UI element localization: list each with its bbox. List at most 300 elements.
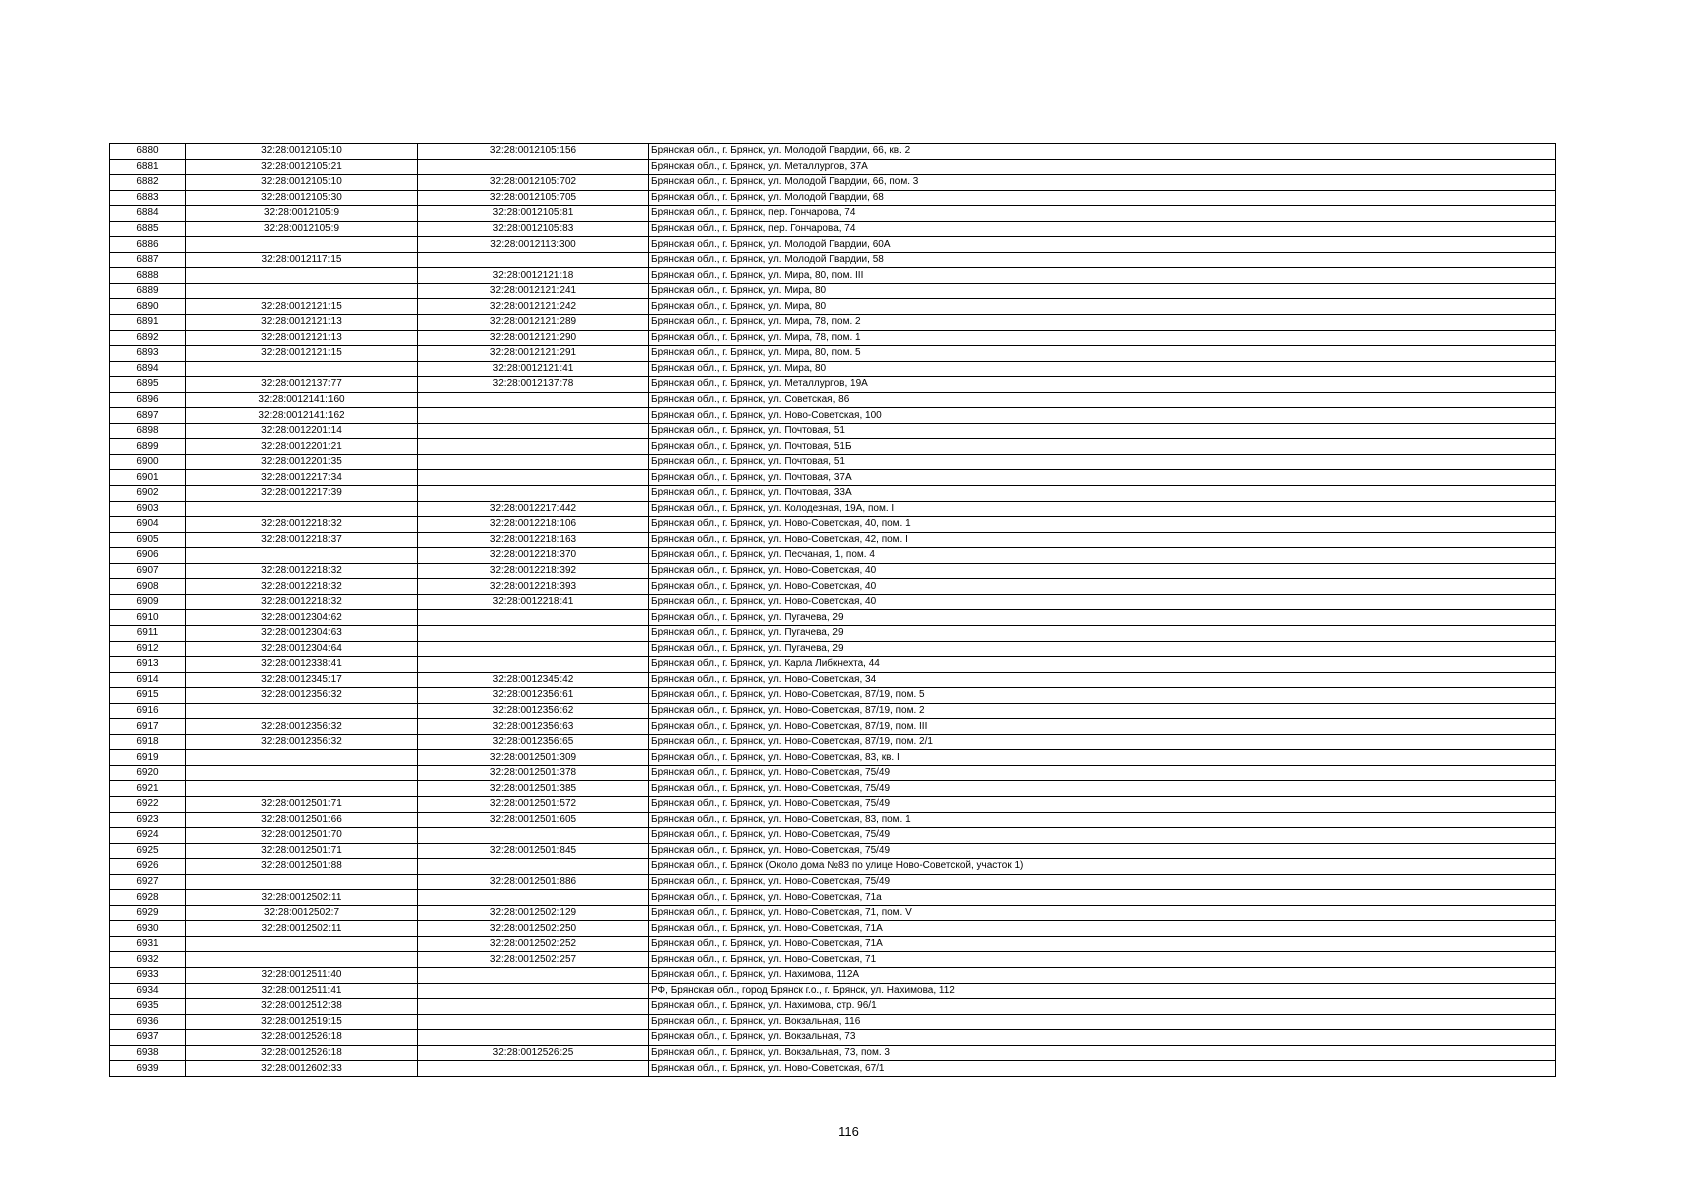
land-cadastral-number-cell: 32:28:0012338:41 bbox=[186, 657, 418, 673]
table-row bbox=[110, 983, 1556, 999]
address-cell: Брянская обл., г. Брянск, ул. Ново-Советская, 40 bbox=[649, 563, 1556, 579]
table-row bbox=[110, 921, 1556, 937]
row-number-cell: 6905 bbox=[110, 532, 186, 548]
building-cadastral-number-cell: 32:28:0012121:41 bbox=[418, 361, 649, 377]
building-cadastral-number-cell: 32:28:0012105:83 bbox=[418, 221, 649, 237]
row-number-cell: 6894 bbox=[110, 361, 186, 377]
address-cell: Брянская обл., г. Брянск, ул. Почтовая, 37А bbox=[649, 470, 1556, 486]
table-row bbox=[110, 781, 1556, 797]
table-row bbox=[110, 936, 1556, 952]
row-number-cell: 6934 bbox=[110, 983, 186, 999]
row-number-cell: 6898 bbox=[110, 423, 186, 439]
land-cadastral-number-cell: 32:28:0012519:15 bbox=[186, 1014, 418, 1030]
address-cell: Брянская обл., г. Брянск, ул. Ново-Советская, 71А bbox=[649, 921, 1556, 937]
table-row bbox=[110, 190, 1556, 206]
building-cadastral-number-cell bbox=[418, 625, 649, 641]
building-cadastral-number-cell: 32:28:0012121:291 bbox=[418, 346, 649, 362]
row-number-cell: 6919 bbox=[110, 750, 186, 766]
row-number-cell: 6892 bbox=[110, 330, 186, 346]
building-cadastral-number-cell: 32:28:0012356:65 bbox=[418, 734, 649, 750]
address-cell: Брянская обл., г. Брянск (Около дома №83 по улице Ново-Советской, участок 1) bbox=[649, 859, 1556, 875]
address-cell: Брянская обл., г. Брянск, ул. Ново-Советская, 40 bbox=[649, 579, 1556, 595]
building-cadastral-number-cell: 32:28:0012121:18 bbox=[418, 268, 649, 284]
building-cadastral-number-cell: 32:28:0012121:242 bbox=[418, 299, 649, 315]
land-cadastral-number-cell: 32:28:0012602:33 bbox=[186, 1061, 418, 1077]
address-cell: Брянская обл., г. Брянск, ул. Мира, 80 bbox=[649, 283, 1556, 299]
land-cadastral-number-cell bbox=[186, 501, 418, 517]
land-cadastral-number-cell: 32:28:0012105:9 bbox=[186, 206, 418, 222]
building-cadastral-number-cell: 32:28:0012501:605 bbox=[418, 812, 649, 828]
address-cell: Брянская обл., г. Брянск, ул. Вокзальная, 73, пом. 3 bbox=[649, 1045, 1556, 1061]
building-cadastral-number-cell: 32:28:0012121:289 bbox=[418, 315, 649, 331]
address-cell: Брянская обл., г. Брянск, ул. Почтовая, 51 bbox=[649, 423, 1556, 439]
address-cell: Брянская обл., г. Брянск, ул. Ново-Советская, 42, пом. I bbox=[649, 532, 1556, 548]
address-cell: Брянская обл., г. Брянск, ул. Мира, 80, пом. 5 bbox=[649, 346, 1556, 362]
table-row bbox=[110, 501, 1556, 517]
address-cell: Брянская обл., г. Брянск, ул. Мира, 78, пом. 1 bbox=[649, 330, 1556, 346]
table-row bbox=[110, 470, 1556, 486]
building-cadastral-number-cell bbox=[418, 392, 649, 408]
building-cadastral-number-cell bbox=[418, 252, 649, 268]
address-cell: Брянская обл., г. Брянск, ул. Мира, 80 bbox=[649, 299, 1556, 315]
row-number-cell: 6883 bbox=[110, 190, 186, 206]
table-row bbox=[110, 796, 1556, 812]
building-cadastral-number-cell: 32:28:0012501:572 bbox=[418, 796, 649, 812]
land-cadastral-number-cell: 32:28:0012217:34 bbox=[186, 470, 418, 486]
address-cell: Брянская обл., г. Брянск, ул. Ново-Советская, 40, пом. 1 bbox=[649, 517, 1556, 533]
address-cell: Брянская обл., г. Брянск, ул. Ново-Советская, 87/19, пом. III bbox=[649, 719, 1556, 735]
land-cadastral-number-cell: 32:28:0012121:13 bbox=[186, 315, 418, 331]
row-number-cell: 6881 bbox=[110, 159, 186, 175]
row-number-cell: 6893 bbox=[110, 346, 186, 362]
address-cell: Брянская обл., г. Брянск, ул. Вокзальная, 116 bbox=[649, 1014, 1556, 1030]
building-cadastral-number-cell: 32:28:0012121:241 bbox=[418, 283, 649, 299]
address-cell: Брянская обл., г. Брянск, ул. Мира, 78, пом. 2 bbox=[649, 315, 1556, 331]
address-cell: Брянская обл., г. Брянск, ул. Почтовая, 33А bbox=[649, 486, 1556, 502]
land-cadastral-number-cell: 32:28:0012141:162 bbox=[186, 408, 418, 424]
address-cell: Брянская обл., г. Брянск, ул. Ново-Советская, 87/19, пом. 2/1 bbox=[649, 734, 1556, 750]
land-cadastral-number-cell: 32:28:0012218:32 bbox=[186, 563, 418, 579]
row-number-cell: 6921 bbox=[110, 781, 186, 797]
address-cell: Брянская обл., г. Брянск, ул. Ново-Советская, 40 bbox=[649, 594, 1556, 610]
row-number-cell: 6889 bbox=[110, 283, 186, 299]
building-cadastral-number-cell: 32:28:0012356:63 bbox=[418, 719, 649, 735]
building-cadastral-number-cell bbox=[418, 454, 649, 470]
row-number-cell: 6901 bbox=[110, 470, 186, 486]
row-number-cell: 6939 bbox=[110, 1061, 186, 1077]
land-cadastral-number-cell: 32:28:0012502:7 bbox=[186, 905, 418, 921]
land-cadastral-number-cell: 32:28:0012304:62 bbox=[186, 610, 418, 626]
table-row bbox=[110, 408, 1556, 424]
building-cadastral-number-cell bbox=[418, 486, 649, 502]
row-number-cell: 6922 bbox=[110, 796, 186, 812]
table-row bbox=[110, 1030, 1556, 1046]
building-cadastral-number-cell: 32:28:0012502:252 bbox=[418, 936, 649, 952]
table-row bbox=[110, 610, 1556, 626]
table-row bbox=[110, 843, 1556, 859]
land-cadastral-number-cell: 32:28:0012345:17 bbox=[186, 672, 418, 688]
row-number-cell: 6891 bbox=[110, 315, 186, 331]
building-cadastral-number-cell: 32:28:0012121:290 bbox=[418, 330, 649, 346]
table-row bbox=[110, 315, 1556, 331]
address-cell: Брянская обл., г. Брянск, ул. Ново-Советская, 87/19, пом. 5 bbox=[649, 688, 1556, 704]
row-number-cell: 6928 bbox=[110, 890, 186, 906]
land-cadastral-number-cell: 32:28:0012501:70 bbox=[186, 828, 418, 844]
table-row bbox=[110, 672, 1556, 688]
land-cadastral-number-cell: 32:28:0012218:32 bbox=[186, 579, 418, 595]
land-cadastral-number-cell bbox=[186, 874, 418, 890]
address-cell: Брянская обл., г. Брянск, ул. Песчаная, 1, пом. 4 bbox=[649, 548, 1556, 564]
table-row bbox=[110, 734, 1556, 750]
address-cell: Брянская обл., г. Брянск, ул. Почтовая, 51 bbox=[649, 454, 1556, 470]
building-cadastral-number-cell: 32:28:0012218:163 bbox=[418, 532, 649, 548]
building-cadastral-number-cell: 32:28:0012502:129 bbox=[418, 905, 649, 921]
building-cadastral-number-cell: 32:28:0012501:378 bbox=[418, 765, 649, 781]
land-cadastral-number-cell bbox=[186, 237, 418, 253]
table-row bbox=[110, 392, 1556, 408]
land-cadastral-number-cell: 32:28:0012526:18 bbox=[186, 1045, 418, 1061]
land-cadastral-number-cell: 32:28:0012511:41 bbox=[186, 983, 418, 999]
table-row bbox=[110, 377, 1556, 393]
land-cadastral-number-cell: 32:28:0012201:35 bbox=[186, 454, 418, 470]
table-row bbox=[110, 594, 1556, 610]
table-row bbox=[110, 175, 1556, 191]
row-number-cell: 6933 bbox=[110, 967, 186, 983]
address-cell: Брянская обл., г. Брянск, ул. Ново-Советская, 75/49 bbox=[649, 796, 1556, 812]
address-cell: Брянская обл., г. Брянск, ул. Колодезная, 19А, пом. I bbox=[649, 501, 1556, 517]
table-row bbox=[110, 206, 1556, 222]
address-cell: Брянская обл., г. Брянск, ул. Пугачева, 29 bbox=[649, 610, 1556, 626]
land-cadastral-number-cell: 32:28:0012526:18 bbox=[186, 1030, 418, 1046]
building-cadastral-number-cell: 32:28:0012502:250 bbox=[418, 921, 649, 937]
row-number-cell: 6884 bbox=[110, 206, 186, 222]
row-number-cell: 6918 bbox=[110, 734, 186, 750]
land-cadastral-number-cell: 32:28:0012304:63 bbox=[186, 625, 418, 641]
address-cell: Брянская обл., г. Брянск, ул. Ново-Советская, 100 bbox=[649, 408, 1556, 424]
building-cadastral-number-cell: 32:28:0012502:257 bbox=[418, 952, 649, 968]
table-row bbox=[110, 563, 1556, 579]
building-cadastral-number-cell: 32:28:0012218:41 bbox=[418, 594, 649, 610]
land-cadastral-number-cell: 32:28:0012201:21 bbox=[186, 439, 418, 455]
land-cadastral-number-cell: 32:28:0012121:13 bbox=[186, 330, 418, 346]
land-cadastral-number-cell: 32:28:0012141:160 bbox=[186, 392, 418, 408]
building-cadastral-number-cell: 32:28:0012501:309 bbox=[418, 750, 649, 766]
row-number-cell: 6909 bbox=[110, 594, 186, 610]
land-cadastral-number-cell bbox=[186, 750, 418, 766]
land-cadastral-number-cell: 32:28:0012511:40 bbox=[186, 967, 418, 983]
building-cadastral-number-cell bbox=[418, 159, 649, 175]
address-cell: Брянская обл., г. Брянск, ул. Ново-Советская, 71, пом. V bbox=[649, 905, 1556, 921]
land-cadastral-number-cell: 32:28:0012501:88 bbox=[186, 859, 418, 875]
table-row bbox=[110, 874, 1556, 890]
building-cadastral-number-cell bbox=[418, 657, 649, 673]
row-number-cell: 6896 bbox=[110, 392, 186, 408]
row-number-cell: 6923 bbox=[110, 812, 186, 828]
address-cell: Брянская обл., г. Брянск, ул. Нахимова, 112А bbox=[649, 967, 1556, 983]
land-cadastral-number-cell bbox=[186, 952, 418, 968]
table-row bbox=[110, 423, 1556, 439]
address-cell: Брянская обл., г. Брянск, ул. Молодой Гвардии, 66, пом. 3 bbox=[649, 175, 1556, 191]
table-row bbox=[110, 719, 1556, 735]
building-cadastral-number-cell: 32:28:0012218:370 bbox=[418, 548, 649, 564]
address-cell: Брянская обл., г. Брянск, ул. Карла Либкнехта, 44 bbox=[649, 657, 1556, 673]
land-cadastral-number-cell: 32:28:0012201:14 bbox=[186, 423, 418, 439]
row-number-cell: 6887 bbox=[110, 252, 186, 268]
address-cell: Брянская обл., г. Брянск, ул. Ново-Советская, 75/49 bbox=[649, 828, 1556, 844]
table-row bbox=[110, 330, 1556, 346]
row-number-cell: 6935 bbox=[110, 999, 186, 1015]
row-number-cell: 6908 bbox=[110, 579, 186, 595]
building-cadastral-number-cell bbox=[418, 641, 649, 657]
land-cadastral-number-cell: 32:28:0012105:10 bbox=[186, 175, 418, 191]
row-number-cell: 6916 bbox=[110, 703, 186, 719]
building-cadastral-number-cell: 32:28:0012218:392 bbox=[418, 563, 649, 579]
table-row bbox=[110, 952, 1556, 968]
address-cell: РФ, Брянская обл., город Брянск г.о., г. Брянск, ул. Нахимова, 112 bbox=[649, 983, 1556, 999]
table-row bbox=[110, 859, 1556, 875]
row-number-cell: 6882 bbox=[110, 175, 186, 191]
table-row bbox=[110, 905, 1556, 921]
row-number-cell: 6886 bbox=[110, 237, 186, 253]
table-row bbox=[110, 999, 1556, 1015]
table-row bbox=[110, 237, 1556, 253]
building-cadastral-number-cell: 32:28:0012501:385 bbox=[418, 781, 649, 797]
land-cadastral-number-cell bbox=[186, 361, 418, 377]
building-cadastral-number-cell bbox=[418, 890, 649, 906]
table-row bbox=[110, 812, 1556, 828]
land-cadastral-number-cell: 32:28:0012502:11 bbox=[186, 890, 418, 906]
row-number-cell: 6932 bbox=[110, 952, 186, 968]
table-row bbox=[110, 252, 1556, 268]
address-cell: Брянская обл., г. Брянск, ул. Пугачева, 29 bbox=[649, 625, 1556, 641]
address-cell: Брянская обл., г. Брянск, ул. Ново-Советская, 75/49 bbox=[649, 765, 1556, 781]
land-cadastral-number-cell bbox=[186, 936, 418, 952]
table-row bbox=[110, 454, 1556, 470]
building-cadastral-number-cell bbox=[418, 1061, 649, 1077]
table-row bbox=[110, 1014, 1556, 1030]
row-number-cell: 6924 bbox=[110, 828, 186, 844]
address-cell: Брянская обл., г. Брянск, ул. Ново-Советская, 71А bbox=[649, 936, 1556, 952]
address-cell: Брянская обл., г. Брянск, ул. Ново-Советская, 75/49 bbox=[649, 843, 1556, 859]
land-cadastral-number-cell: 32:28:0012217:39 bbox=[186, 486, 418, 502]
row-number-cell: 6911 bbox=[110, 625, 186, 641]
table-row bbox=[110, 361, 1556, 377]
building-cadastral-number-cell bbox=[418, 967, 649, 983]
building-cadastral-number-cell: 32:28:0012218:106 bbox=[418, 517, 649, 533]
table-row bbox=[110, 346, 1556, 362]
address-cell: Брянская обл., г. Брянск, ул. Мира, 80 bbox=[649, 361, 1556, 377]
table-row bbox=[110, 625, 1556, 641]
land-cadastral-number-cell: 32:28:0012105:21 bbox=[186, 159, 418, 175]
table-row bbox=[110, 548, 1556, 564]
land-cadastral-number-cell: 32:28:0012218:37 bbox=[186, 532, 418, 548]
address-cell: Брянская обл., г. Брянск, ул. Нахимова, стр. 96/1 bbox=[649, 999, 1556, 1015]
table-row bbox=[110, 532, 1556, 548]
row-number-cell: 6895 bbox=[110, 377, 186, 393]
row-number-cell: 6936 bbox=[110, 1014, 186, 1030]
row-number-cell: 6929 bbox=[110, 905, 186, 921]
land-cadastral-number-cell bbox=[186, 765, 418, 781]
table-row bbox=[110, 765, 1556, 781]
registry-table bbox=[109, 143, 1556, 1077]
row-number-cell: 6907 bbox=[110, 563, 186, 579]
building-cadastral-number-cell: 32:28:0012105:156 bbox=[418, 144, 649, 160]
address-cell: Брянская обл., г. Брянск, ул. Мира, 80, пом. III bbox=[649, 268, 1556, 284]
table-row bbox=[110, 144, 1556, 160]
building-cadastral-number-cell: 32:28:0012218:393 bbox=[418, 579, 649, 595]
table-row bbox=[110, 1045, 1556, 1061]
building-cadastral-number-cell bbox=[418, 408, 649, 424]
land-cadastral-number-cell: 32:28:0012121:15 bbox=[186, 346, 418, 362]
table-row bbox=[110, 268, 1556, 284]
land-cadastral-number-cell bbox=[186, 548, 418, 564]
building-cadastral-number-cell bbox=[418, 1030, 649, 1046]
row-number-cell: 6897 bbox=[110, 408, 186, 424]
land-cadastral-number-cell: 32:28:0012105:9 bbox=[186, 221, 418, 237]
land-cadastral-number-cell bbox=[186, 781, 418, 797]
land-cadastral-number-cell: 32:28:0012218:32 bbox=[186, 517, 418, 533]
row-number-cell: 6880 bbox=[110, 144, 186, 160]
land-cadastral-number-cell bbox=[186, 283, 418, 299]
building-cadastral-number-cell bbox=[418, 828, 649, 844]
address-cell: Брянская обл., г. Брянск, ул. Советская, 86 bbox=[649, 392, 1556, 408]
land-cadastral-number-cell: 32:28:0012304:64 bbox=[186, 641, 418, 657]
address-cell: Брянская обл., г. Брянск, ул. Металлургов, 19А bbox=[649, 377, 1556, 393]
row-number-cell: 6938 bbox=[110, 1045, 186, 1061]
address-cell: Брянская обл., г. Брянск, ул. Ново-Советская, 75/49 bbox=[649, 781, 1556, 797]
table-row bbox=[110, 688, 1556, 704]
land-cadastral-number-cell bbox=[186, 703, 418, 719]
table-row bbox=[110, 299, 1556, 315]
land-cadastral-number-cell: 32:28:0012512:38 bbox=[186, 999, 418, 1015]
address-cell: Брянская обл., г. Брянск, ул. Ново-Советская, 71а bbox=[649, 890, 1556, 906]
row-number-cell: 6913 bbox=[110, 657, 186, 673]
row-number-cell: 6930 bbox=[110, 921, 186, 937]
address-cell: Брянская обл., г. Брянск, ул. Ново-Советская, 87/19, пом. 2 bbox=[649, 703, 1556, 719]
table-row bbox=[110, 657, 1556, 673]
row-number-cell: 6915 bbox=[110, 688, 186, 704]
address-cell: Брянская обл., г. Брянск, ул. Вокзальная, 73 bbox=[649, 1030, 1556, 1046]
row-number-cell: 6920 bbox=[110, 765, 186, 781]
land-cadastral-number-cell: 32:28:0012121:15 bbox=[186, 299, 418, 315]
address-cell: Брянская обл., г. Брянск, ул. Ново-Советская, 83, кв. I bbox=[649, 750, 1556, 766]
table-row bbox=[110, 641, 1556, 657]
table-row bbox=[110, 159, 1556, 175]
row-number-cell: 6900 bbox=[110, 454, 186, 470]
row-number-cell: 6914 bbox=[110, 672, 186, 688]
address-cell: Брянская обл., г. Брянск, ул. Пугачева, 29 bbox=[649, 641, 1556, 657]
table-row bbox=[110, 283, 1556, 299]
address-cell: Брянская обл., г. Брянск, пер. Гончарова, 74 bbox=[649, 221, 1556, 237]
table-row bbox=[110, 703, 1556, 719]
building-cadastral-number-cell: 32:28:0012345:42 bbox=[418, 672, 649, 688]
land-cadastral-number-cell: 32:28:0012117:15 bbox=[186, 252, 418, 268]
building-cadastral-number-cell bbox=[418, 1014, 649, 1030]
table-row bbox=[110, 750, 1556, 766]
address-cell: Брянская обл., г. Брянск, ул. Ново-Советская, 75/49 bbox=[649, 874, 1556, 890]
land-cadastral-number-cell: 32:28:0012356:32 bbox=[186, 688, 418, 704]
land-cadastral-number-cell: 32:28:0012502:11 bbox=[186, 921, 418, 937]
row-number-cell: 6904 bbox=[110, 517, 186, 533]
land-cadastral-number-cell: 32:28:0012501:71 bbox=[186, 796, 418, 812]
row-number-cell: 6917 bbox=[110, 719, 186, 735]
address-cell: Брянская обл., г. Брянск, ул. Металлургов, 37А bbox=[649, 159, 1556, 175]
row-number-cell: 6927 bbox=[110, 874, 186, 890]
table-row bbox=[110, 967, 1556, 983]
land-cadastral-number-cell: 32:28:0012356:32 bbox=[186, 734, 418, 750]
table-row bbox=[110, 439, 1556, 455]
land-cadastral-number-cell: 32:28:0012501:71 bbox=[186, 843, 418, 859]
building-cadastral-number-cell: 32:28:0012356:61 bbox=[418, 688, 649, 704]
building-cadastral-number-cell bbox=[418, 999, 649, 1015]
address-cell: Брянская обл., г. Брянск, ул. Почтовая, 51Б bbox=[649, 439, 1556, 455]
address-cell: Брянская обл., г. Брянск, ул. Ново-Советская, 71 bbox=[649, 952, 1556, 968]
address-cell: Брянская обл., г. Брянск, ул. Ново-Советская, 34 bbox=[649, 672, 1556, 688]
address-cell: Брянская обл., г. Брянск, ул. Молодой Гвардии, 58 bbox=[649, 252, 1556, 268]
table-row bbox=[110, 221, 1556, 237]
building-cadastral-number-cell bbox=[418, 439, 649, 455]
page-number: 116 bbox=[838, 1124, 859, 1139]
land-cadastral-number-cell: 32:28:0012105:30 bbox=[186, 190, 418, 206]
land-cadastral-number-cell: 32:28:0012356:32 bbox=[186, 719, 418, 735]
row-number-cell: 6903 bbox=[110, 501, 186, 517]
building-cadastral-number-cell bbox=[418, 423, 649, 439]
building-cadastral-number-cell: 32:28:0012105:705 bbox=[418, 190, 649, 206]
row-number-cell: 6926 bbox=[110, 859, 186, 875]
row-number-cell: 6890 bbox=[110, 299, 186, 315]
registry-table-body bbox=[110, 144, 1556, 1077]
row-number-cell: 6899 bbox=[110, 439, 186, 455]
building-cadastral-number-cell: 32:28:0012137:78 bbox=[418, 377, 649, 393]
row-number-cell: 6888 bbox=[110, 268, 186, 284]
row-number-cell: 6931 bbox=[110, 936, 186, 952]
land-cadastral-number-cell: 32:28:0012105:10 bbox=[186, 144, 418, 160]
address-cell: Брянская обл., г. Брянск, ул. Молодой Гвардии, 66, кв. 2 bbox=[649, 144, 1556, 160]
land-cadastral-number-cell: 32:28:0012137:77 bbox=[186, 377, 418, 393]
land-cadastral-number-cell: 32:28:0012501:66 bbox=[186, 812, 418, 828]
table-row bbox=[110, 486, 1556, 502]
building-cadastral-number-cell bbox=[418, 859, 649, 875]
row-number-cell: 6910 bbox=[110, 610, 186, 626]
address-cell: Брянская обл., г. Брянск, пер. Гончарова, 74 bbox=[649, 206, 1556, 222]
row-number-cell: 6902 bbox=[110, 486, 186, 502]
address-cell: Брянская обл., г. Брянск, ул. Ново-Советская, 83, пом. 1 bbox=[649, 812, 1556, 828]
building-cadastral-number-cell: 32:28:0012105:81 bbox=[418, 206, 649, 222]
building-cadastral-number-cell: 32:28:0012113:300 bbox=[418, 237, 649, 253]
address-cell: Брянская обл., г. Брянск, ул. Молодой Гвардии, 68 bbox=[649, 190, 1556, 206]
land-cadastral-number-cell bbox=[186, 268, 418, 284]
table-row bbox=[110, 828, 1556, 844]
table-row bbox=[110, 579, 1556, 595]
building-cadastral-number-cell: 32:28:0012217:442 bbox=[418, 501, 649, 517]
row-number-cell: 6925 bbox=[110, 843, 186, 859]
address-cell: Брянская обл., г. Брянск, ул. Ново-Советская, 67/1 bbox=[649, 1061, 1556, 1077]
table-row bbox=[110, 1061, 1556, 1077]
building-cadastral-number-cell: 32:28:0012501:886 bbox=[418, 874, 649, 890]
building-cadastral-number-cell bbox=[418, 610, 649, 626]
row-number-cell: 6885 bbox=[110, 221, 186, 237]
table-row bbox=[110, 890, 1556, 906]
building-cadastral-number-cell: 32:28:0012501:845 bbox=[418, 843, 649, 859]
land-cadastral-number-cell: 32:28:0012218:32 bbox=[186, 594, 418, 610]
table-row bbox=[110, 517, 1556, 533]
row-number-cell: 6912 bbox=[110, 641, 186, 657]
building-cadastral-number-cell: 32:28:0012356:62 bbox=[418, 703, 649, 719]
building-cadastral-number-cell bbox=[418, 983, 649, 999]
row-number-cell: 6906 bbox=[110, 548, 186, 564]
address-cell: Брянская обл., г. Брянск, ул. Молодой Гвардии, 60А bbox=[649, 237, 1556, 253]
row-number-cell: 6937 bbox=[110, 1030, 186, 1046]
